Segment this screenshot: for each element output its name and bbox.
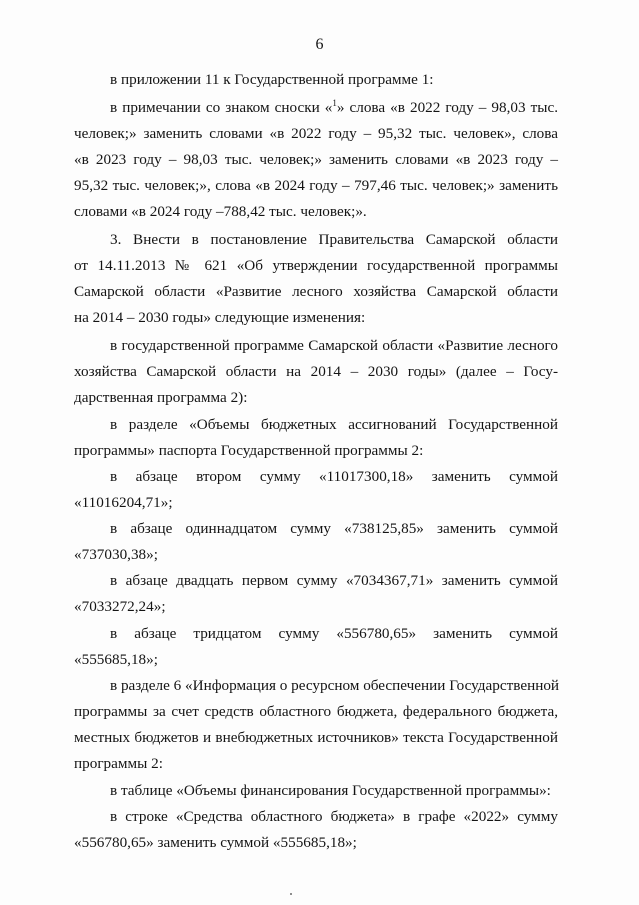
text-line: в разделе 6 «Информация о ресурсном обеспечении Государственной <box>110 677 560 694</box>
text-line: 3. Внести в постановление Правительства Самарской области <box>110 231 558 248</box>
text-line: в государственной программе Самарской области «Развитие лесного <box>110 337 558 354</box>
scan-speck <box>290 893 292 895</box>
text-line: 95,32 тыс. человек;», слова «в 2024 году – 797,46 тыс. человек;» заменить <box>74 177 558 194</box>
text-line: в разделе «Объемы бюджетных ассигнований Государственной <box>110 416 558 433</box>
footnote-mark: 1 <box>332 97 337 108</box>
text-line: в таблице «Объемы финансирования Государственной программы»: <box>110 782 551 799</box>
text-line: человек;» заменить словами «в 2022 году – 95,32 тыс. человек», слова <box>74 125 558 142</box>
text-line: хозяйства Самарской области на 2014 – 2030 годы» (далее – Госу- <box>74 363 558 380</box>
text-line: в абзаце одиннадцатом сумму «738125,85» заменить суммой <box>110 520 558 537</box>
text-line: «11016204,71»; <box>74 494 173 511</box>
text-line: на 2014 – 2030 годы» следующие изменения: <box>74 309 366 326</box>
text-line: «в 2023 году – 98,03 тыс. человек;» заменить словами «в 2023 году – <box>74 151 558 168</box>
text-line: дарственная программа 2): <box>74 389 248 406</box>
text-fragment: в примечании со знаком сноски « <box>110 99 333 116</box>
text-line: словами «в 2024 году –788,42 тыс. человек;». <box>74 203 367 220</box>
text-line: «556780,65» заменить суммой «555685,18»; <box>74 834 357 851</box>
text-line: в абзаце тридцатом сумму «556780,65» заменить суммой <box>110 625 558 642</box>
text-line: в строке «Средства областного бюджета» в графе «2022» сумму <box>110 808 558 825</box>
text-line: в абзаце двадцать первом сумму «7034367,71» заменить суммой <box>110 572 558 589</box>
text-line: программы» паспорта Государственной программы 2: <box>74 442 424 459</box>
page-number: 6 <box>315 36 324 53</box>
text-line: программы 2: <box>74 755 163 772</box>
text-fragment: » слова «в 2022 году – 98,03 тыс. <box>336 99 558 116</box>
text-line-with-footnote <box>110 99 558 117</box>
text-line: «7033272,24»; <box>74 598 166 615</box>
text-line: в приложении 11 к Государственной программе 1: <box>110 71 434 88</box>
text-line: Самарской области «Развитие лесного хозяйства Самарской области <box>74 283 558 300</box>
text-line: «555685,18»; <box>74 651 158 668</box>
text-line: в абзаце втором сумму «11017300,18» заменить суммой <box>110 468 558 485</box>
text-line: программы за счет средств областного бюджета, федерального бюджета, <box>74 703 558 720</box>
text-line: «737030,38»; <box>74 546 158 563</box>
text-line: местных бюджетов и внебюджетных источников» текста Государственной <box>74 729 558 746</box>
text-line: от 14.11.2013 № 621 «Об утверждении государственной программы <box>74 257 558 274</box>
